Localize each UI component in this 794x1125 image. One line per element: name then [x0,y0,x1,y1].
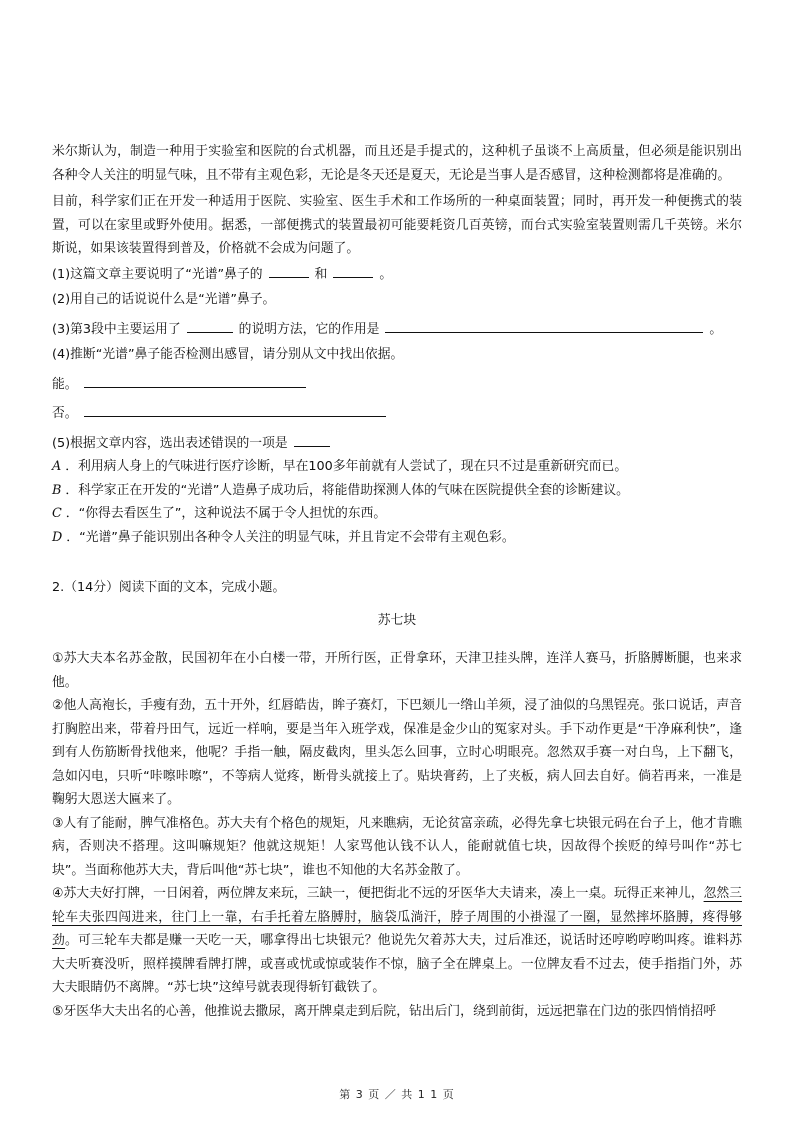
story-paragraph-1: ①苏大夫本名苏金散，民国初年在小白楼一带，开所行医，正骨拿环，天津卫挂头牌，连洋人赛马，折胳膊断腿，也来求他。 [52,651,742,690]
option-a[interactable]: A ．利用病人身上的气味进行医疗诊断，早在100多年前就有人尝试了，现在只不过是重新研究而已。 [52,459,628,474]
answer-blank[interactable] [269,263,309,278]
page-footer: 第 3 页 ／ 共 1 1 页 [339,1088,455,1101]
option-d[interactable]: D ．“光谱”鼻子能识别出各种令人关注的明显气味，并且肯定不会带有主观色彩。 [52,529,515,545]
question-4-yes: 能。 [52,373,742,397]
story-paragraph-5: ⑤牙医华大夫出名的心善，他推说去撒尿，离开牌桌走到后院，钻出后门，绕到前街，远远把靠在门边的张四悄悄招呼 [52,1003,717,1019]
section-2-heading: 2.（14分）阅读下面的文本，完成小题。 [52,580,286,595]
story-paragraph-2: ②他人高袍长，手瘦有劲，五十开外，红唇皓齿，眸子赛灯，下巴颏儿一绺山羊须，浸了油似的乌黑锃亮。张口说话，声音打胸腔出来，带着丹田气，远近一样响，要是当年入班学戏，保准是金少山的冤家对头。手下动作更是“干净麻利快”，逢到有人伤筋断骨找他来，他呢？手指一触，隔皮截肉，里头怎么回事，立时心明眼亮。忽然双手赛一对白鸟，上下翻飞，急如闪电，只听“咔嚓咔嚓”，不等病人觉疼，断骨头就接上了。贴块膏药，上了夹板，病人回去自好。倘若再来，一准是鞠躬大恩送大匾来了。 [52,698,742,807]
passage-paragraph-2: 目前，科学家们正在开发一种适用于医院、实验室、医生手术和工作场所的一种桌面装置；同时，再开发一种便携式的装置，可以在家里或野外使用。据悉，一部便携式的装置最初可能要耗资几百英镑，而台式实验室装置则需几千英镑。米尔斯说，如果该装置得到普及，价格就不会成为问题了。 [52,194,742,256]
option-b[interactable]: B ．科学家正在开发的“光谱”人造鼻子成功后，将能借助探测人体的气味在医院提供全套的诊断建议。 [52,482,629,498]
question-2: (2)用自己的话说说什么是“光谱”鼻子。 [52,292,276,307]
passage-paragraph-1: 米尔斯认为，制造一种用于实验室和医院的台式机器，而且还是手提式的，这种机子虽谈不上高质量，但必须是能识别出各种令人关注的明显气味，且不带有主观色彩，无论是冬天还是夏天，无论是当事人是否感冒，这种检测都将是准确的。 [52,144,742,183]
underlined-passage: 忽然三轮车夫张四闯进来，往门上一靠，右手托着左胳膊肘，脑袋瓜淌汗，脖子周围的小褂湿了一圈，显然摔坏胳膊，疼得够劲 [52,886,742,948]
answer-blank[interactable] [333,263,373,278]
option-c[interactable]: C ．“你得去看医生了”，这种说法不属于令人担忧的东西。 [52,506,387,521]
story-paragraph-3: ③人有了能耐，脾气准格色。苏大夫有个格色的规矩，凡来瞧病，无论贫富亲疏，必得先拿七块银元码在台子上，他才肯瞧病，否则决不搭理。这叫嘛规矩？他就这规矩！人家骂他认钱不认人，能耐就值七块，因故得个挨贬的绰号叫作“苏七块”。当面称他苏大夫，背后叫他“苏七块”，谁也不知他的大名苏金散了。 [52,815,742,878]
question-5: (5)根据文章内容，选出表述错误的一项是 [52,432,742,456]
question-4-no: 否。 [52,402,742,426]
document-page [52,140,742,1023]
answer-blank[interactable] [84,402,386,417]
answer-blank[interactable] [294,432,330,447]
question-3: (3)第3段中主要运用了 的说明方法，它的作用是 。 [52,318,742,342]
story-title: 苏七块 [377,612,417,628]
question-4: (4)推断“光谱”鼻子能否检测出感冒，请分别从文中找出依据。 [52,347,404,362]
story-paragraph-4: ④苏大夫好打牌，一日闲着，两位牌友来玩，三缺一，便把街北不远的牙医华大夫请来，凑上一桌。玩得正来神儿，忽然三轮车夫张四闯进来，往门上一靠，右手托着左胳膊肘，脑袋瓜淌汗，脖子周围的小褂湿了一圈，显然摔坏胳膊，疼得够劲。可三轮车夫都是赚一天吃一天，哪拿得出七块银元？他说先欠着苏大夫，过后准还，说话时还哼哟哼哟叫疼。谁料苏大夫听赛没听，照样摸牌看牌打牌，或喜或忧或惊或装作不惊，脑子全在牌桌上。一位牌友看不过去，使手指指门外，苏大夫眼睛仍不离牌。“苏七块”这绰号就表现得斩钉截铁了。 [52,886,743,995]
answer-blank[interactable] [385,318,703,333]
answer-blank[interactable] [84,373,306,388]
answer-blank[interactable] [187,318,233,333]
question-1: (1)这篇文章主要说明了“光谱”鼻子的 和 。 [52,263,742,287]
